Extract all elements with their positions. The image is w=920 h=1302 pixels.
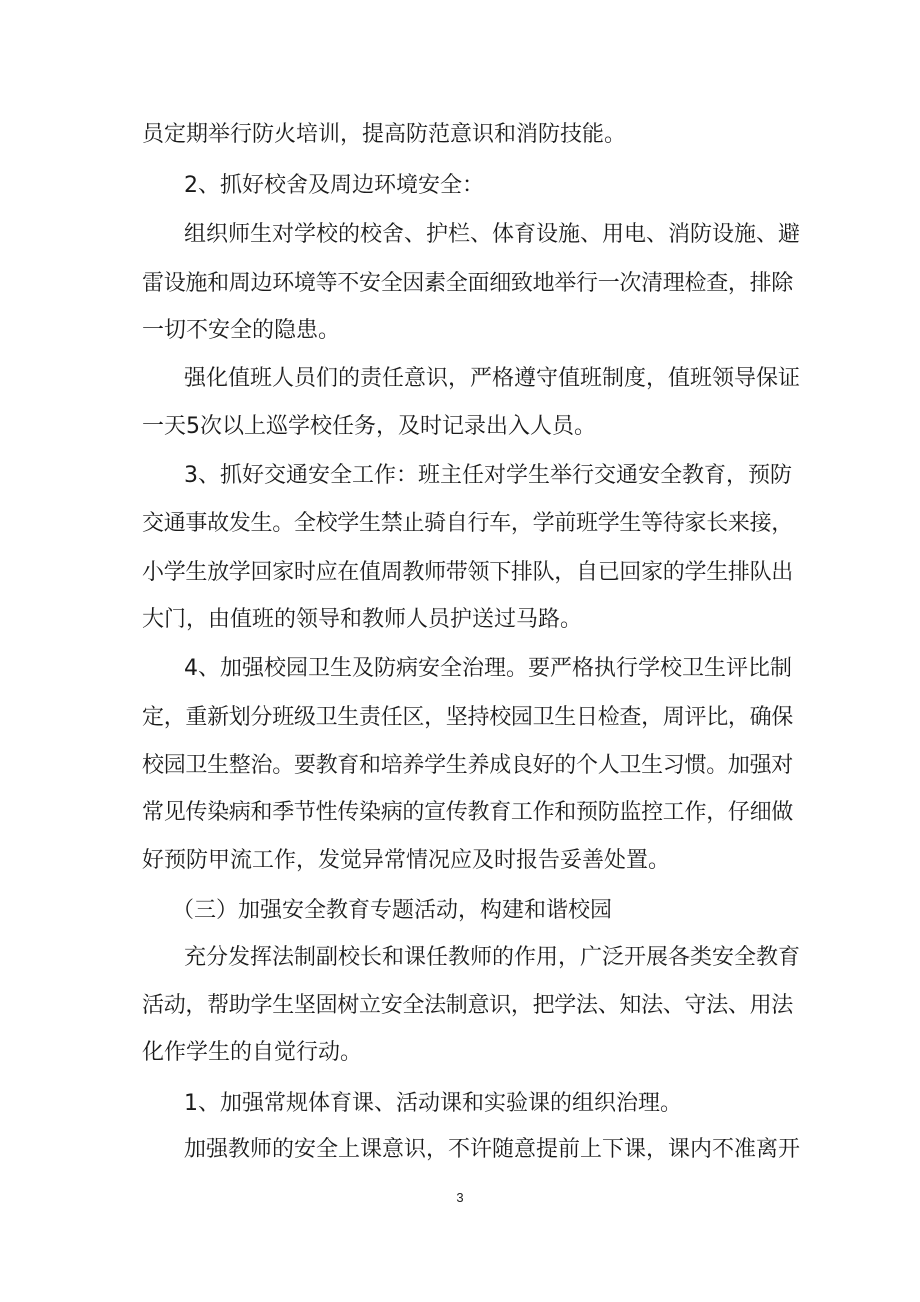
- page-number: 3: [456, 1190, 464, 1205]
- text-line-3: 组织师生对学校的校舍、护栏、体育设施、用电、消防设施、避: [184, 222, 801, 247]
- text-line-11: 大门，由值班的领导和教师人员护送过马路。: [142, 607, 583, 632]
- text-line-19: 活动，帮助学生坚固树立安全法制意识，把学法、知法、守法、用法: [142, 993, 794, 1018]
- text-line-13: 定，重新划分班级卫生责任区，坚持校园卫生日检查，周评比，确保: [142, 705, 794, 730]
- text-line-18: 充分发挥法制副校长和课任教师的作用，广泛开展各类安全教育: [184, 945, 801, 970]
- text-line-4: 雷设施和周边环境等不安全因素全面细致地举行一次清理检查，排除: [142, 271, 794, 296]
- text-line-5: 一切不安全的隐患。: [142, 318, 341, 343]
- text-line-2: 2、抓好校舍及周边环境安全：: [184, 173, 484, 198]
- text-line-8: 3、抓好交通安全工作：班主任对学生举行交通安全教育，预防: [184, 463, 792, 488]
- text-line-9: 交通事故发生。全校学生禁止骑自行车，学前班学生等待家长来接，: [142, 511, 794, 536]
- text-line-1: 员定期举行防火培训，提高防范意识和消防技能。: [142, 122, 627, 147]
- text-line-10: 小学生放学回家时应在值周教师带领下排队，自已回家的学生排队出: [142, 560, 794, 585]
- text-line-20: 化作学生的自觉行动。: [142, 1040, 363, 1065]
- text-line-7: 一天5次以上巡学校任务，及时记录出入人员。: [142, 414, 596, 439]
- text-line-12: 4、加强校园卫生及防病安全治理。要严格执行学校卫生评比制: [184, 656, 792, 681]
- section-heading: （三）加强安全教育专题活动，构建和谐校园: [172, 898, 613, 923]
- text-line-21: 1、加强常规体育课、活动课和实验课的组织治理。: [184, 1091, 682, 1116]
- text-line-15: 常见传染病和季节性传染病的宣传教育工作和预防监控工作，仔细做: [142, 800, 794, 825]
- text-line-22: 加强教师的安全上课意识，不许随意提前上下课，课内不准离开: [184, 1137, 801, 1162]
- text-line-16: 好预防甲流工作，发觉异常情况应及时报告妥善处置。: [142, 848, 671, 873]
- text-line-6: 强化值班人员们的责任意识，严格遵守值班制度，值班领导保证: [184, 366, 801, 391]
- text-line-14: 校园卫生整治。要教育和培养学生养成良好的个人卫生习惯。加强对: [142, 753, 794, 778]
